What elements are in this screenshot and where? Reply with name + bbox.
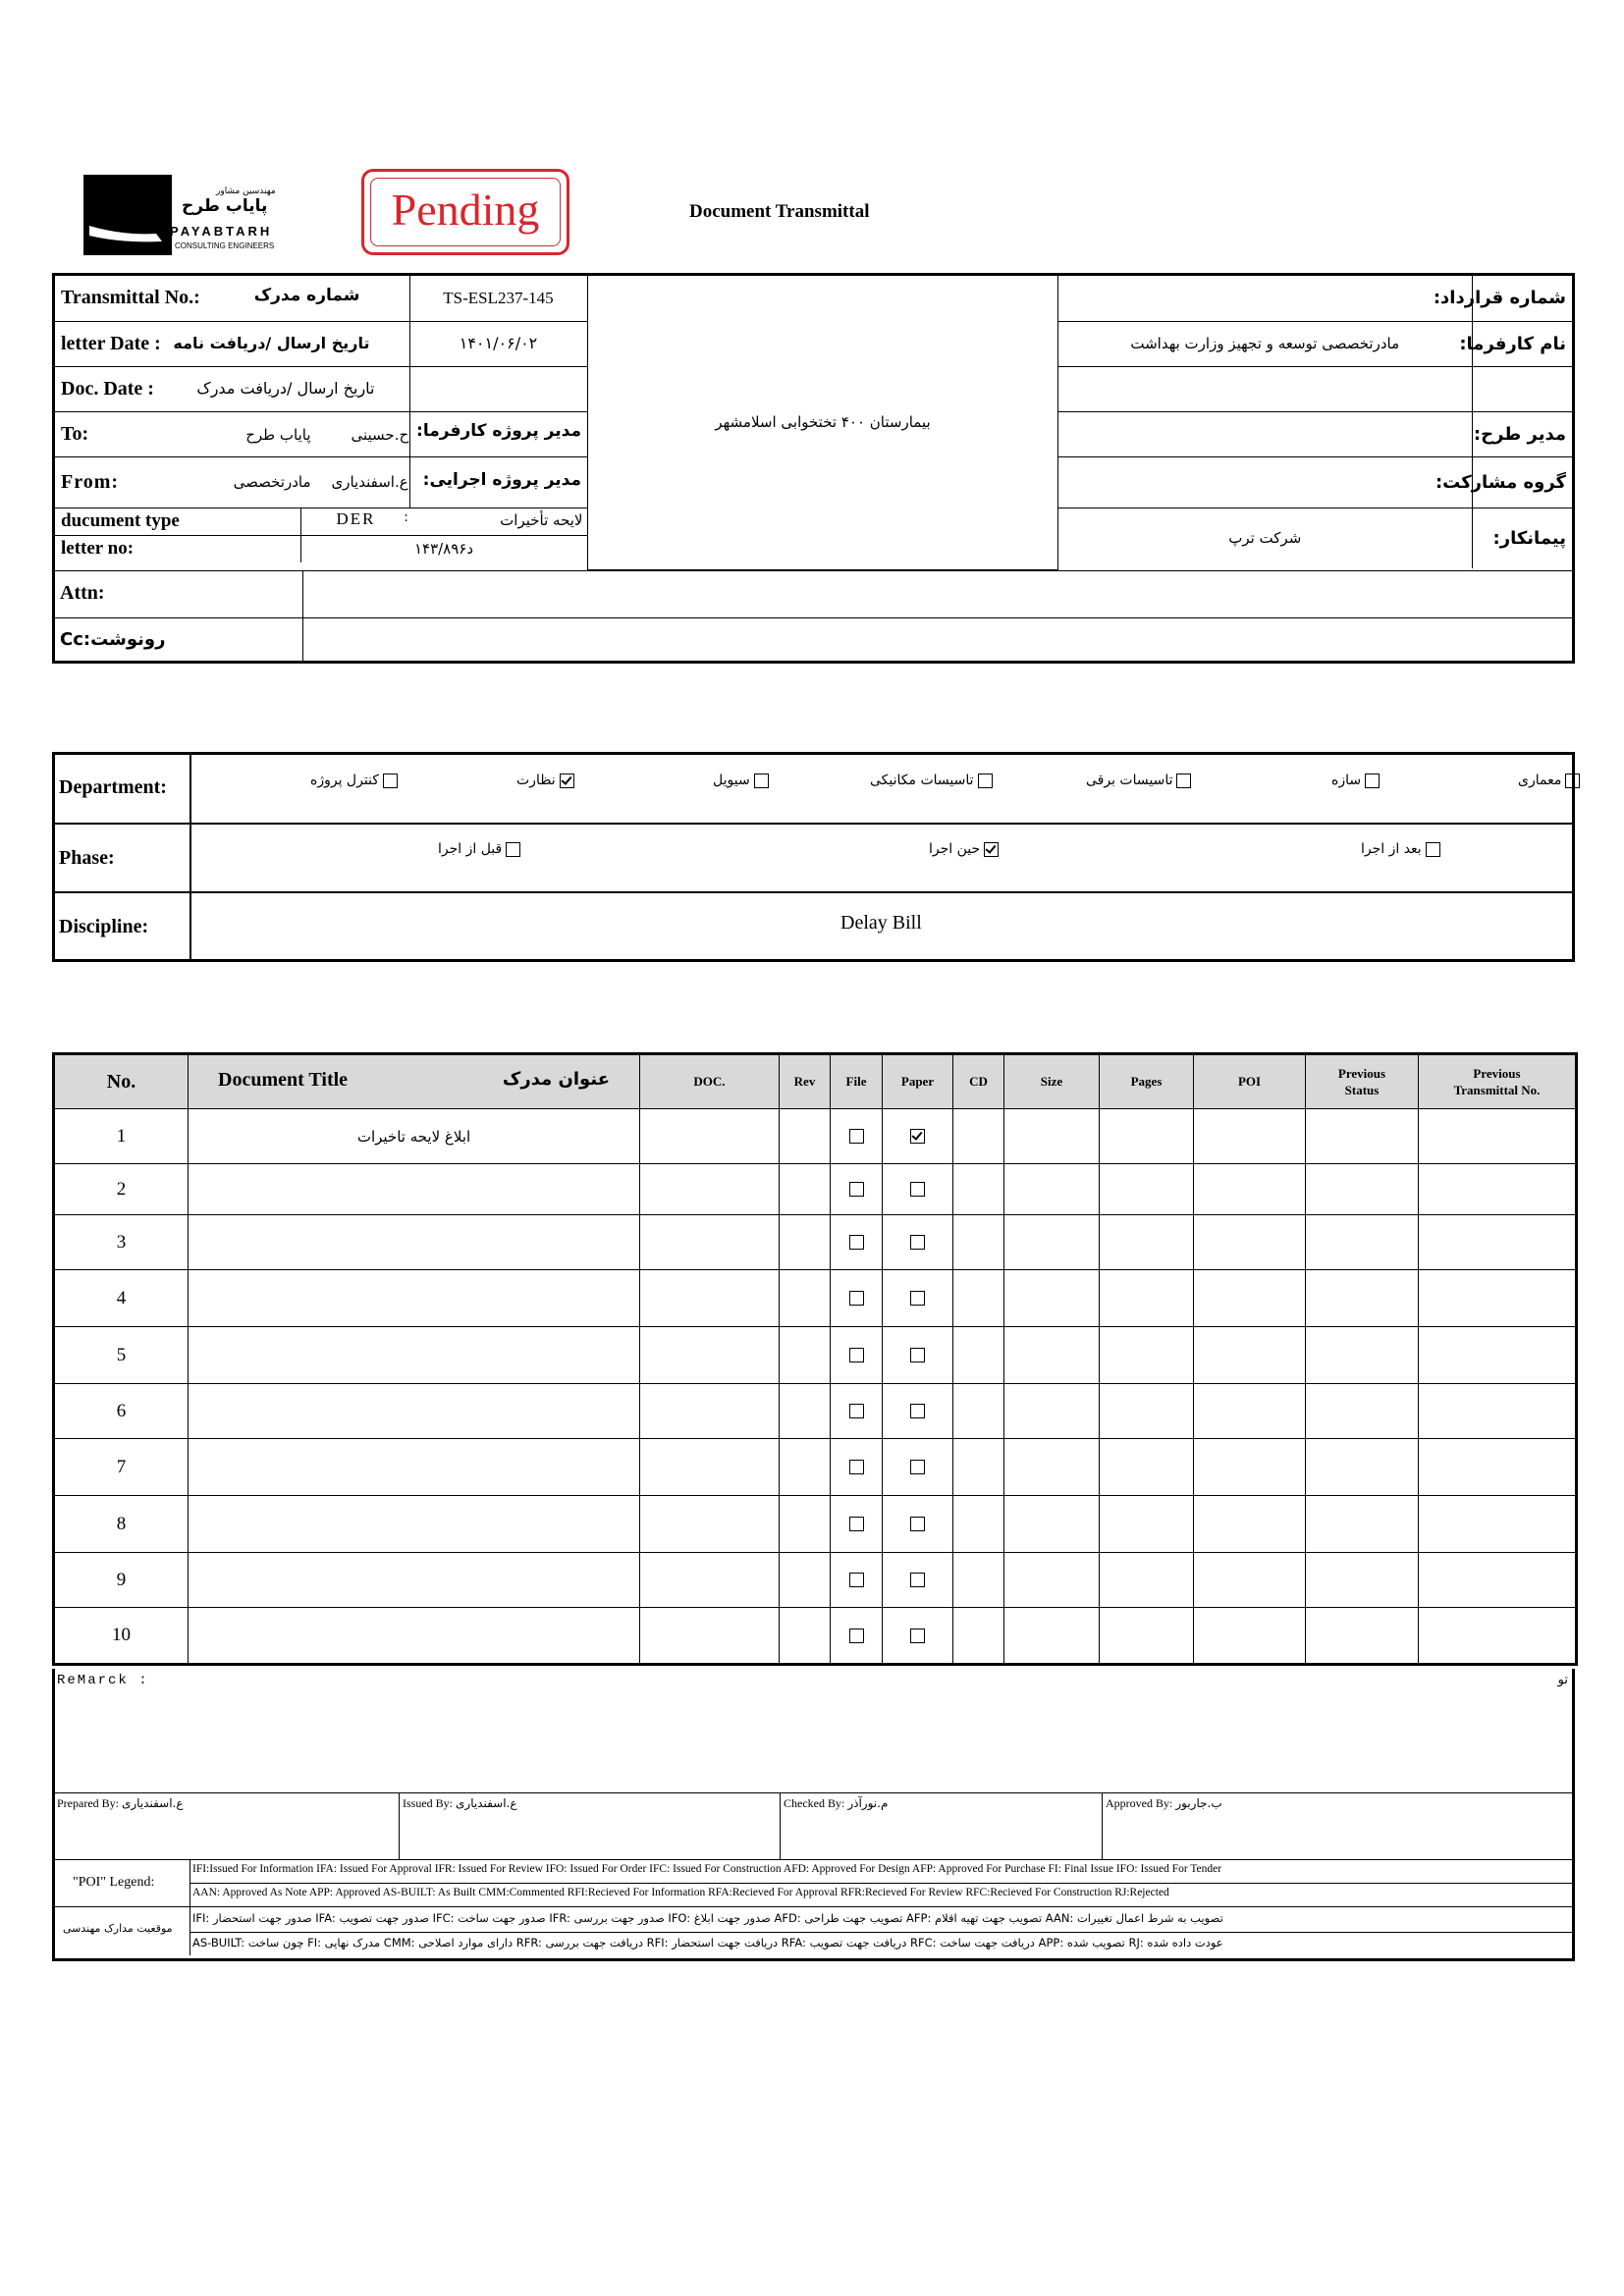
remark-label: ReMarck : — [57, 1673, 149, 1688]
row-title: ابلاغ لایحه تاخیرات — [189, 1109, 640, 1164]
letter-no-label: letter no: — [61, 538, 135, 560]
phase-option-1[interactable] — [929, 841, 1002, 857]
fa-legend-line2: AS-BUILT: چون ساخت FI: مدرک نهایی CMM: دارای موارد اصلاحی RFR: دریافت جهت بررسی RFI: دریافت جهت استحضار RFA: دریافت جهت تصویب RFC: دریافت جهت ساخت APP: تصویب شده RJ: عودت داده شده — [192, 1936, 1223, 1949]
table-row — [54, 1164, 1577, 1215]
checkbox[interactable] — [1365, 774, 1380, 788]
checkbox[interactable] — [1426, 842, 1440, 857]
col-pages: Pages — [1100, 1054, 1194, 1109]
col-title — [189, 1054, 640, 1109]
table-cell — [780, 1384, 831, 1439]
table-cell — [640, 1164, 780, 1215]
paper-checkbox[interactable] — [910, 1573, 925, 1587]
doctype-fa: لایحه تأخیرات — [500, 511, 583, 529]
row-title — [189, 1553, 640, 1608]
table-cell — [780, 1109, 831, 1164]
doctype-label: ducument type — [61, 509, 180, 531]
table-cell — [640, 1439, 780, 1496]
from-label: From: — [61, 470, 120, 493]
document-table — [52, 1052, 1578, 1666]
from-value: مادرتخصصی — [233, 472, 311, 491]
phase-option-label: بعد از اجرا — [1361, 841, 1422, 857]
from-role-label: مدیر پروژه اجرایی: — [422, 470, 581, 490]
table-cell — [780, 1553, 831, 1608]
row-title — [189, 1270, 640, 1327]
file-cell — [831, 1553, 883, 1608]
col-title-fa: عنوان مدرک — [502, 1069, 610, 1090]
table-cell — [1194, 1270, 1306, 1327]
paper-checkbox[interactable] — [910, 1517, 925, 1531]
project-name: بیمارستان ۴۰۰ تختخوابی اسلامشهر — [715, 413, 931, 431]
table-cell — [640, 1327, 780, 1384]
paper-cell — [883, 1164, 953, 1215]
table-cell — [1419, 1164, 1577, 1215]
table-cell — [1100, 1327, 1194, 1384]
table-cell — [1100, 1384, 1194, 1439]
table-cell — [1419, 1384, 1577, 1439]
department-option-label: تاسیسات مکانیکی — [870, 773, 974, 788]
paper-cell — [883, 1553, 953, 1608]
table-cell — [1100, 1109, 1194, 1164]
letter-no-value: ۱۴۳/۸۹۶د — [413, 539, 474, 558]
row-number: 1 — [54, 1109, 189, 1164]
col-title-en: Document Title — [218, 1069, 349, 1091]
contractor-label: پیمانکار: — [1492, 527, 1566, 549]
table-cell — [1194, 1439, 1306, 1496]
table-cell — [1419, 1327, 1577, 1384]
file-checkbox[interactable] — [849, 1348, 864, 1362]
table-cell — [1100, 1215, 1194, 1270]
table-cell — [1100, 1270, 1194, 1327]
phase-label: Phase: — [59, 847, 115, 869]
file-cell — [831, 1109, 883, 1164]
paper-checkbox[interactable] — [910, 1629, 925, 1643]
table-cell — [953, 1270, 1004, 1327]
paper-cell — [883, 1384, 953, 1439]
department-label: Department: — [59, 776, 167, 798]
checkbox[interactable] — [1565, 774, 1580, 788]
row-number: 5 — [54, 1327, 189, 1384]
department-option-4[interactable] — [1086, 773, 1195, 788]
letter-date-label: letter Date : — [61, 332, 161, 354]
table-cell — [953, 1439, 1004, 1496]
logo-fa-name: پایاب طرح — [182, 196, 268, 216]
poi-legend-line2: AAN: Approved As Note APP: Approved AS-BUILT: As Built CMM:Commented RFI:Recieved For Information RFA:Recieved For Approval RFR:Recieved For Review RFC:Recieved For Construction RJ:Rejected — [192, 1887, 1169, 1898]
page-title: Document Transmittal — [689, 201, 870, 222]
logo-sub: CONSULTING ENGINEERS — [175, 241, 275, 250]
row-title — [189, 1439, 640, 1496]
table-cell — [1194, 1109, 1306, 1164]
remark-label-fa: تو — [1557, 1673, 1568, 1687]
col-doc: DOC. — [640, 1054, 780, 1109]
phase-option-2[interactable] — [1361, 841, 1444, 857]
table-cell — [1306, 1215, 1419, 1270]
department-option-label: نظارت — [516, 773, 556, 788]
paper-cell — [883, 1109, 953, 1164]
paper-cell — [883, 1270, 953, 1327]
row-number: 3 — [54, 1215, 189, 1270]
phase-options — [192, 841, 1567, 871]
row-title — [189, 1384, 640, 1439]
table-cell — [1194, 1327, 1306, 1384]
table-cell — [953, 1109, 1004, 1164]
table-cell — [1100, 1553, 1194, 1608]
paper-checkbox[interactable] — [910, 1460, 925, 1474]
table-cell — [780, 1327, 831, 1384]
table-cell — [1194, 1215, 1306, 1270]
table-row — [54, 1553, 1577, 1608]
to-label: To: — [61, 422, 89, 445]
file-checkbox[interactable] — [849, 1573, 864, 1587]
checkbox[interactable] — [506, 842, 520, 857]
table-row — [54, 1608, 1577, 1665]
footer-block — [52, 1669, 1575, 1961]
file-checkbox[interactable] — [849, 1291, 864, 1306]
fa-legend-label: موقعیت مدارک مهندسی — [63, 1922, 173, 1935]
table-cell — [1306, 1270, 1419, 1327]
row-number: 9 — [54, 1553, 189, 1608]
checkbox[interactable] — [383, 774, 398, 788]
table-row — [54, 1439, 1577, 1496]
doctype-sep: : — [404, 509, 408, 525]
table-cell — [1306, 1439, 1419, 1496]
paper-cell — [883, 1439, 953, 1496]
checked-by: Checked By: م.نورآذر — [784, 1796, 889, 1810]
department-option-label: تاسیسات برقی — [1086, 773, 1173, 788]
stamp-text: Pending — [391, 185, 540, 235]
file-cell — [831, 1270, 883, 1327]
row-title — [189, 1215, 640, 1270]
doctype-table — [55, 507, 588, 562]
project-cell — [587, 276, 1058, 570]
transmittal-label: Transmittal No.: — [61, 287, 200, 309]
department-option-0[interactable] — [310, 773, 402, 788]
file-checkbox[interactable] — [849, 1629, 864, 1643]
department-option-2[interactable] — [713, 773, 773, 788]
transmittal-label-fa: شماره مدرک — [253, 286, 360, 305]
table-cell — [1004, 1327, 1100, 1384]
cc-label: Cc:رونوشت — [60, 629, 166, 650]
col-prev-status: Previous Status — [1306, 1054, 1419, 1109]
poi-legend-line1: IFI:Issued For Information IFA: Issued For Approval IFR: Issued For Review IFO: Issued For Order IFC: Issued For Construction AFD: Approved For Design AFP: Approved For Purchase FI: Final Issue IFO: Issued For Tender — [192, 1863, 1222, 1875]
col-cd: CD — [953, 1054, 1004, 1109]
client-label: نام کارفرما: — [1459, 333, 1566, 354]
table-cell — [1194, 1553, 1306, 1608]
table-cell — [953, 1553, 1004, 1608]
fa-legend-line1: IFI: صدور جهت استحضار IFA: صدور جهت تصویب IFC: صدور جهت ساخت IFR: صدور جهت بررسی IFO: صدور جهت ابلاغ AFD: تصویب جهت طراحی AFP: تصویب جهت تهیه اقلام AAN: تصویب به شرط اعمال تغییرات — [192, 1911, 1223, 1925]
row-number: 8 — [54, 1496, 189, 1553]
file-checkbox[interactable] — [849, 1129, 864, 1144]
row-number: 4 — [54, 1270, 189, 1327]
pending-stamp — [361, 169, 569, 255]
table-cell — [953, 1496, 1004, 1553]
table-cell — [1004, 1270, 1100, 1327]
table-cell — [640, 1384, 780, 1439]
table-cell — [1419, 1608, 1577, 1665]
poi-legend-label: "POI" Legend: — [73, 1875, 155, 1890]
table-cell — [1100, 1496, 1194, 1553]
discipline-label: Discipline: — [59, 916, 149, 937]
paper-cell — [883, 1327, 953, 1384]
checkbox[interactable] — [560, 774, 574, 788]
table-cell — [1004, 1553, 1100, 1608]
info-right-table — [1058, 276, 1572, 568]
table-cell — [780, 1215, 831, 1270]
file-checkbox[interactable] — [849, 1182, 864, 1197]
table-cell — [1306, 1164, 1419, 1215]
checkbox[interactable] — [984, 842, 999, 857]
paper-checkbox[interactable] — [910, 1348, 925, 1362]
table-cell — [1004, 1496, 1100, 1553]
table-cell — [1419, 1270, 1577, 1327]
col-paper: Paper — [883, 1054, 953, 1109]
table-cell — [1306, 1496, 1419, 1553]
department-option-label: معماری — [1518, 773, 1562, 788]
col-file: File — [831, 1054, 883, 1109]
client-value: مادرتخصصی توسعه و تجهیز وزارت بهداشت — [1130, 334, 1400, 352]
table-cell — [640, 1608, 780, 1665]
table-cell — [1004, 1215, 1100, 1270]
row-number: 2 — [54, 1164, 189, 1215]
col-size: Size — [1004, 1054, 1100, 1109]
attn-label: Attn: — [60, 582, 105, 604]
table-cell — [1004, 1439, 1100, 1496]
table-cell — [780, 1164, 831, 1215]
to-person: ح.حسینی — [351, 425, 409, 444]
letter-date-label-fa: تاریخ ارسال /دریافت نامه — [173, 333, 370, 352]
issued-by: Issued By: ع.اسفندیاری — [403, 1796, 517, 1810]
paper-checkbox[interactable] — [910, 1291, 925, 1306]
table-row — [54, 1496, 1577, 1553]
file-checkbox[interactable] — [849, 1460, 864, 1474]
table-cell — [1004, 1109, 1100, 1164]
paper-checkbox[interactable] — [910, 1129, 925, 1144]
contract-no-label: شماره قرارداد: — [1433, 288, 1566, 309]
table-cell — [953, 1215, 1004, 1270]
approved-by: Approved By: ب.جاربور — [1106, 1796, 1222, 1810]
table-cell — [953, 1164, 1004, 1215]
table-cell — [1194, 1608, 1306, 1665]
table-cell — [1100, 1439, 1194, 1496]
file-checkbox[interactable] — [849, 1404, 864, 1418]
file-cell — [831, 1384, 883, 1439]
col-no: No. — [54, 1054, 189, 1109]
col-poi: POI — [1194, 1054, 1306, 1109]
table-row — [54, 1327, 1577, 1384]
row-number: 7 — [54, 1439, 189, 1496]
table-cell — [780, 1496, 831, 1553]
table-cell — [953, 1608, 1004, 1665]
doctype-code: DER — [336, 509, 376, 528]
department-option-label: کنترل پروژه — [310, 773, 379, 788]
doc-date-label: Doc. Date : — [61, 377, 154, 400]
table-cell — [640, 1553, 780, 1608]
paper-checkbox[interactable] — [910, 1182, 925, 1197]
logo-en: PAYABTARH — [170, 224, 273, 239]
table-cell — [640, 1109, 780, 1164]
table-cell — [1306, 1553, 1419, 1608]
row-number: 6 — [54, 1384, 189, 1439]
department-option-3[interactable] — [870, 773, 997, 788]
department-option-5[interactable] — [1331, 773, 1383, 788]
phase-option-label: قبل از اجرا — [438, 841, 503, 857]
table-cell — [1100, 1608, 1194, 1665]
row-title — [189, 1327, 640, 1384]
row-number: 10 — [54, 1608, 189, 1665]
doc-date-label-fa: تاریخ ارسال /دریافت مدرک — [196, 378, 375, 398]
table-cell — [1419, 1553, 1577, 1608]
department-option-label: سازه — [1331, 773, 1362, 788]
table-cell — [1419, 1109, 1577, 1164]
file-cell — [831, 1164, 883, 1215]
row-title — [189, 1608, 640, 1665]
table-cell — [1004, 1384, 1100, 1439]
phase-option-label: حین اجرا — [929, 841, 981, 857]
department-option-1[interactable] — [516, 773, 578, 788]
table-cell — [1306, 1608, 1419, 1665]
file-checkbox[interactable] — [849, 1517, 864, 1531]
to-role-label: مدیر پروژه کارفرما: — [416, 421, 581, 441]
table-cell — [1004, 1608, 1100, 1665]
table-cell — [1306, 1384, 1419, 1439]
table-cell — [1419, 1215, 1577, 1270]
row-title — [189, 1164, 640, 1215]
file-cell — [831, 1496, 883, 1553]
file-checkbox[interactable] — [849, 1235, 864, 1250]
table-cell — [1194, 1164, 1306, 1215]
file-cell — [831, 1215, 883, 1270]
table-cell — [1004, 1164, 1100, 1215]
table-cell — [640, 1215, 780, 1270]
table-row — [54, 1384, 1577, 1439]
checkbox[interactable] — [1176, 774, 1191, 788]
letter-date-value: ۱۴۰۱/۰۶/۰۲ — [459, 334, 538, 352]
paper-checkbox[interactable] — [910, 1404, 925, 1418]
contractor-value: شرکت ترپ — [1228, 528, 1302, 547]
table-cell — [1100, 1164, 1194, 1215]
table-cell — [1419, 1439, 1577, 1496]
discipline-value: Delay Bill — [840, 912, 922, 934]
table-cell — [953, 1327, 1004, 1384]
info-block — [52, 273, 1575, 664]
table-row — [54, 1270, 1577, 1327]
table-row — [54, 1215, 1577, 1270]
phase-option-0[interactable] — [438, 841, 524, 857]
transmittal-value: TS-ESL237-145 — [443, 288, 554, 307]
table-cell — [1306, 1327, 1419, 1384]
department-option-6[interactable] — [1518, 773, 1584, 788]
file-cell — [831, 1327, 883, 1384]
file-cell — [831, 1439, 883, 1496]
table-cell — [1306, 1109, 1419, 1164]
paper-cell — [883, 1215, 953, 1270]
col-prev-trans: Previous Transmittal No. — [1419, 1054, 1577, 1109]
logo-fa-small: مهندسین مشاور — [216, 187, 276, 196]
design-manager-label: مدیر طرح: — [1473, 423, 1566, 445]
logo-mark-icon — [83, 175, 172, 255]
prepared-by: Prepared By: ع.اسفندیاری — [57, 1796, 184, 1810]
table-cell — [1419, 1496, 1577, 1553]
table-row — [54, 1109, 1577, 1164]
from-person: ع.اسفندیاری — [331, 472, 408, 491]
paper-checkbox[interactable] — [910, 1235, 925, 1250]
table-cell — [640, 1496, 780, 1553]
department-option-label: سیویل — [713, 773, 750, 788]
row-title — [189, 1496, 640, 1553]
to-value: پایاب طرح — [245, 425, 311, 444]
table-cell — [953, 1384, 1004, 1439]
file-cell — [831, 1608, 883, 1665]
paper-cell — [883, 1496, 953, 1553]
table-cell — [1194, 1384, 1306, 1439]
table-cell — [1194, 1496, 1306, 1553]
department-options — [192, 773, 1567, 802]
company-logo — [83, 175, 295, 255]
department-block — [52, 752, 1575, 962]
table-cell — [780, 1439, 831, 1496]
table-cell — [640, 1270, 780, 1327]
paper-cell — [883, 1608, 953, 1665]
col-rev: Rev — [780, 1054, 831, 1109]
table-cell — [780, 1608, 831, 1665]
checkbox[interactable] — [754, 774, 769, 788]
table-cell — [780, 1270, 831, 1327]
checkbox[interactable] — [978, 774, 993, 788]
partner-label: گروه مشارکت: — [1435, 471, 1566, 493]
